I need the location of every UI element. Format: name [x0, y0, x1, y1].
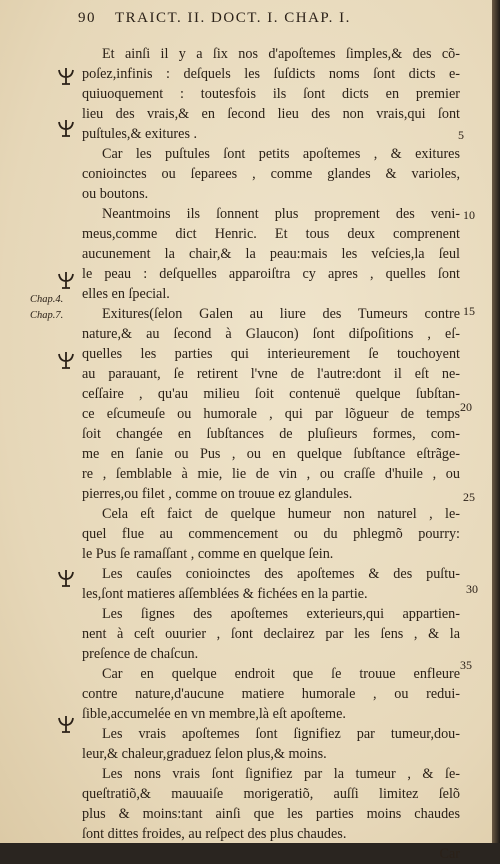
text-line: Cela eſt faict de quelque humeur non naturel , le- [102, 506, 460, 522]
catchword: Car [439, 846, 460, 862]
text-line: Les ſignes des apoſtemes exterieurs,qui appartien- [102, 606, 460, 622]
marginal-marker-icon [56, 568, 76, 588]
text-line: au parauant, ſe retirent l'vne de l'autre:dont il eſt ne- [82, 366, 460, 382]
marginal-marker-icon [56, 714, 76, 734]
marginal-marker-icon [56, 118, 76, 138]
text-line: le peau : deſquelles apparoiſtra cy apres , quelles ſont [82, 266, 460, 282]
text-line: ou boutons. [82, 186, 149, 202]
line-number: 35 [460, 658, 472, 672]
page-binding-edge [492, 0, 500, 843]
text-line: Les vrais apoſtemes ſont ſignifiez par tumeur,dou- [102, 726, 460, 742]
text-line: Car les puſtules ſont petits apoſtemes , & exitures [102, 146, 460, 162]
line-number: 15 [463, 304, 475, 318]
text-line: elles en ſpecial. [82, 286, 170, 302]
text-line: aucunement la chair,& la peau:mais les veſcies,la ſeul [82, 246, 460, 262]
text-line: plus & moins:tant ainſi que les parties moins chaudes [82, 806, 460, 822]
text-line: Et ainſi il y a ſix nos d'apoſtemes ſimples,& des cõ- [102, 46, 460, 62]
margin-note: Chap.4. [30, 294, 64, 305]
line-number: 5 [458, 128, 464, 142]
marginal-marker-icon [56, 270, 76, 290]
line-number: 10 [463, 208, 475, 222]
text-line: nent à ceſt ouurier , ſont declairez par les ſens , & la [82, 626, 460, 642]
line-number: 20 [460, 400, 472, 414]
running-title: TRAICT. II. DOCT. I. CHAP. I. [114, 10, 351, 26]
text-line: puſtules,& exitures . [82, 126, 198, 142]
text-line: Les nons vrais ſont ſignifiez par la tumeur , & ſe- [102, 766, 460, 782]
text-block [82, 44, 460, 864]
page-number: 90 [78, 10, 96, 26]
marginal-marker-icon [56, 66, 76, 86]
text-line: quelles les parties qui interieurement ſe touchoyent [82, 346, 460, 362]
text-line: re , ſemblable à mie, lie de vin , ou craſſe d'huile , ou [82, 466, 460, 482]
text-line: les,ſont matieres aſſemblées & fichées en la partie. [82, 586, 368, 602]
text-line: queſtratiõ,& mauuaiſe morigeratiõ, auſſi limitez ſelõ [82, 786, 460, 802]
text-line: poſez,infinis : deſquels les ſuſdicts noms ſont dicts e- [82, 66, 460, 82]
text-line: Neantmoins ils ſonnent plus proprement des veni- [102, 206, 460, 222]
text-line: pierres,ou filet , comme on trouue ez glandules. [82, 486, 353, 502]
text-line: ce eſcumeuſe ou humorale , qui par lõgueur de temps [82, 406, 460, 422]
text-line: leur,& chaleur,graduez ſelon plus,& moins. [82, 746, 327, 762]
text-line: meus,comme dict Henric. Et tous deux comprenent [82, 226, 460, 242]
text-line: Car en quelque endroit que ſe trouue enfleure [102, 666, 460, 682]
text-line: ſoit changée en ſubſtances de pluſieurs formes, com- [82, 426, 460, 442]
margin-note: Chap.7. [30, 310, 64, 321]
text-line: quiuoquement : toutesfois ils ſont dicts en premier [82, 86, 460, 102]
text-line: conioinctes ou ſeparees , comme glandes & varioles, [82, 166, 460, 182]
text-line: preſence de chaſcun. [82, 646, 199, 662]
text-line: ceſſaire , qu'au milieu ſoit contenuë quelque ſubſtan- [82, 386, 460, 402]
text-line: Les cauſes conioinctes des apoſtemes & des puſtu- [102, 566, 460, 582]
text-line: ſont dittes froides, au reſpect des plus chaudes. [82, 826, 347, 842]
text-line: ſible,accumelée en vn membre,là eſt apoſteme. [82, 706, 346, 722]
running-header [78, 10, 478, 27]
text-line: nature,& au ſecond à Glaucon) ſont diſpoſitions , eſ- [82, 326, 460, 342]
line-number: 30 [466, 582, 478, 596]
text-line: quel flue au commencement ou du phlegmõ pourry: [82, 526, 460, 542]
text-line: Exitures(ſelon Galen au liure des Tumeurs contre [102, 306, 460, 322]
line-number: 25 [463, 490, 475, 504]
marginal-marker-icon [56, 350, 76, 370]
text-line: contre nature,d'aucune matiere humorale , ou reduі- [82, 686, 460, 702]
text-line: lieu des vrais,& en ſecond lieu des non vrais,qui ſont [82, 106, 460, 122]
text-line: me en ſanie ou Pus , ou en quelque ſubſtance eſtrãge- [82, 446, 460, 462]
text-line: le Pus ſe ramaſſant , comme en quelque ſein. [82, 546, 334, 562]
